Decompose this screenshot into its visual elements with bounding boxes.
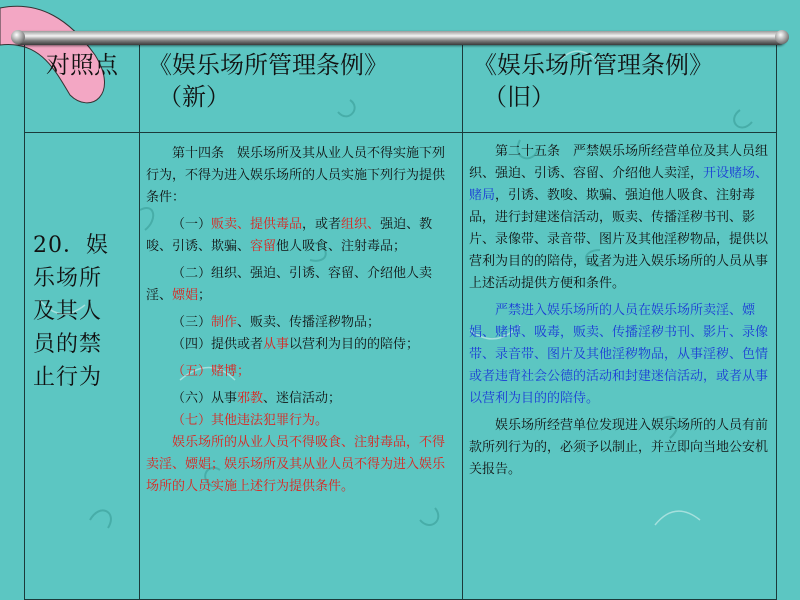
highlight-red: 制作 bbox=[211, 315, 238, 330]
item-text: （四）提供或者 bbox=[172, 337, 264, 352]
highlight-red: 邪教 bbox=[237, 391, 264, 406]
comparison-table bbox=[24, 40, 777, 600]
item-text: 强迫、教唆、引诱、欺骗、 bbox=[146, 217, 433, 254]
item-number: （一） bbox=[172, 217, 212, 232]
header-new-tag: （新） bbox=[158, 83, 230, 111]
item-text: 以营利为目的的陪侍； bbox=[289, 337, 420, 352]
new-item-6 bbox=[146, 388, 456, 410]
highlight-red: 组织、 bbox=[341, 217, 381, 232]
new-item-1 bbox=[146, 214, 456, 258]
new-clause-intro: 第十四条 娱乐场所及其从业人员不得实施下列行为，不得为进入娱乐场所的人员实施下列行为提供条件： bbox=[146, 146, 446, 205]
item-text: （六）从事 bbox=[172, 391, 238, 406]
new-item-5: （五）赌博； bbox=[172, 364, 251, 379]
header-old-tag: （旧） bbox=[483, 83, 555, 111]
item-text: ，或者 bbox=[302, 217, 342, 232]
topic-line: 及其人 bbox=[33, 299, 103, 324]
header-topic-label: 对照点 bbox=[46, 51, 118, 79]
header-old-title: 《娱乐场所管理条例》 bbox=[473, 51, 713, 79]
topic-line: 止行为 bbox=[33, 365, 103, 390]
new-item-7: （七）其他违法犯罪行为。 bbox=[172, 413, 329, 428]
table-header-row bbox=[25, 41, 777, 133]
header-new-regulation bbox=[140, 41, 463, 133]
header-old-regulation bbox=[463, 41, 777, 133]
header-topic bbox=[25, 41, 140, 133]
item-text: 、贩卖、传播淫秽物品； bbox=[237, 315, 381, 330]
table-row bbox=[25, 133, 777, 600]
highlight-red: 从事 bbox=[263, 337, 290, 352]
topic-line: 员的禁 bbox=[33, 332, 103, 357]
new-item-2 bbox=[146, 263, 456, 307]
item-number: （三） bbox=[172, 315, 212, 330]
new-item-3 bbox=[146, 312, 456, 334]
topic-line: 20．娱 bbox=[33, 233, 109, 258]
topic-cell bbox=[25, 133, 140, 600]
highlight-red: 容留 bbox=[250, 239, 277, 254]
old-regulation-cell bbox=[463, 133, 777, 600]
header-new-title: 《娱乐场所管理条例》 bbox=[148, 51, 388, 79]
item-text: 他人吸食、注射毒品； bbox=[276, 239, 407, 254]
topic-line: 乐场所 bbox=[33, 266, 103, 291]
old-clause-paragraph-2: 严禁进入娱乐场所的人员在娱乐场所卖淫、嫖娼、赌博、吸毒，贩卖、传播淫秽书刊、影片、录像带、录音带、图片及其他淫秽物品，从事淫秽、色情或者违背社会公德的活动和封建迷信活动，或者从事以营利为目的的陪侍。 bbox=[469, 303, 769, 406]
old-clause-paragraph-3: 娱乐场所经营单位发现进入娱乐场所的人员有前款所列行为的，必须予以制止，并立即向当地公安机关报告。 bbox=[469, 418, 769, 477]
highlight-blue: 开设赌场、赌局 bbox=[469, 166, 769, 203]
item-text: ； bbox=[198, 288, 212, 303]
new-regulation-cell bbox=[140, 133, 463, 600]
new-item-4 bbox=[146, 334, 456, 356]
clause-text: ，引诱、教唆、欺骗、强迫他人吸食、注射毒品，进行封建迷信活动，贩卖、传播淫秽书刊、影片、录像带、录音带、图片及其他淫秽物品，提供以营利为目的的陪侍，或者为进入娱乐场所的人员从事上述活动提供方便和条件。 bbox=[469, 188, 769, 291]
new-clause-closing: 娱乐场所的从业人员不得吸食、注射毒品，不得卖淫、嫖娼；娱乐场所及其从业人员不得为进入娱乐场所的人员实施上述行为提供条件。 bbox=[146, 435, 446, 494]
highlight-red: 贩卖、提供毒品 bbox=[211, 217, 303, 232]
old-clause-paragraph-1 bbox=[469, 141, 770, 295]
scroll-bar-decoration bbox=[14, 31, 786, 45]
highlight-red: 嫖娼 bbox=[172, 288, 199, 303]
clause-text: 第二十五条 严禁娱乐场所经营单位及其人员组织、强迫、引诱、容留、介绍他人卖淫， bbox=[469, 144, 769, 181]
item-text: （二）组织、强迫、引诱、容留、介绍他人卖淫、 bbox=[146, 266, 433, 303]
item-text: 、迷信活动； bbox=[263, 391, 342, 406]
